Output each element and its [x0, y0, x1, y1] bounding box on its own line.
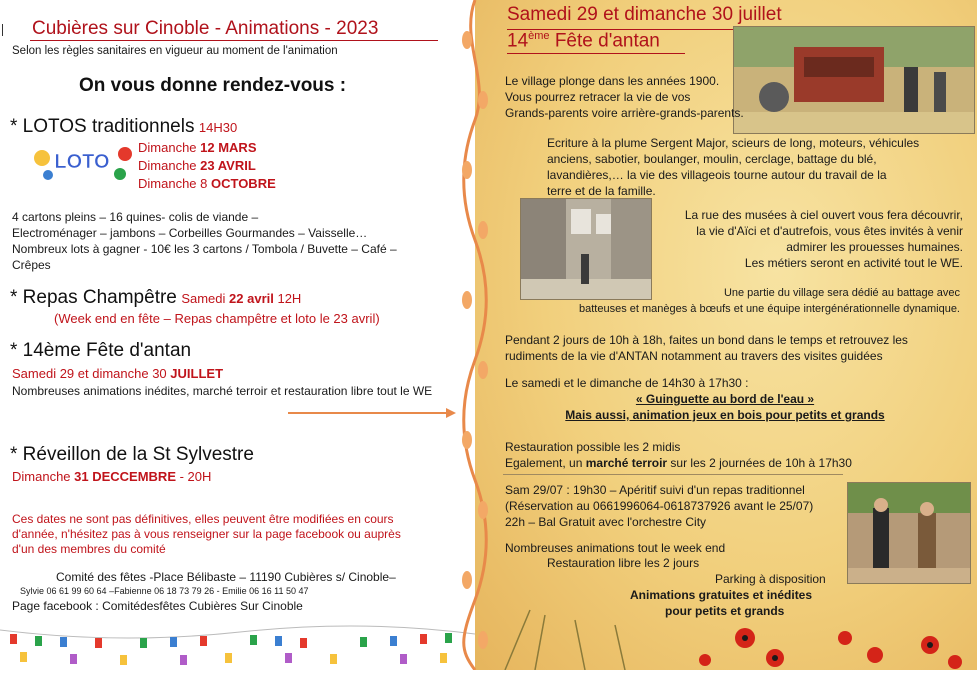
reveillon-heading: * Réveillon de la St Sylvestre — [10, 444, 254, 465]
loto-date-3-day: OCTOBRE — [210, 176, 276, 191]
ecriture-line: terre et de la famille. — [547, 184, 656, 198]
marche-prefix: Egalement, un — [505, 456, 586, 470]
lotos-desc-line: Electroménager – jambons – Corbeilles Gourmandes – Vaisselle… — [12, 226, 368, 240]
ecriture-line: anciens, sabotier, boulanger, moulin, cerclage, battage du blé, — [547, 152, 877, 166]
fete-date-prefix: Samedi 29 et dimanche 30 — [12, 366, 171, 381]
petits-grands: pour petits et grands — [665, 604, 785, 618]
lotos-desc-line: 4 cartons pleins – 16 quines- colis de viande – — [12, 210, 259, 224]
right-title-num: 14 — [507, 30, 529, 52]
repas-date — [181, 291, 301, 306]
intro-line: Grands-parents voire arrière-grands-parents. — [505, 106, 744, 120]
restauration-midis: Restauration possible les 2 midis — [505, 440, 681, 454]
rue-line: La rue des musées à ciel ouvert vous fera découvrir, — [684, 208, 963, 222]
right-title-rest: Fête d'antan — [549, 30, 660, 52]
ecriture-line: Ecriture à la plume Sergent Major, scieurs de long, moteurs, véhicules — [547, 136, 920, 150]
fete-date-bold: JUILLET — [170, 366, 224, 381]
vine-divider — [455, 0, 495, 670]
fete-heading: * 14ème Fête d'antan — [10, 340, 192, 361]
battage-line: batteuses et manèges à bœufs et une équipe intergénérationnelle dynamique. — [579, 303, 960, 315]
rue-line: Les métiers seront en activité tout le WE. — [744, 256, 963, 270]
loto-logo — [30, 140, 135, 182]
left-panel — [0, 0, 475, 670]
repas-line: Sam 29/07 : 19h30 – Apéritif suivi d'un repas traditionnel — [505, 483, 805, 497]
marche-terroir — [505, 455, 852, 471]
disclaimer-line: d'un des membres du comité — [12, 542, 166, 556]
comite-address: Comité des fêtes -Place Bélibaste – 11190 Cubières s/ Cinoble– — [56, 570, 396, 584]
reveillon-date — [12, 469, 211, 484]
contacts: Sylvie 06 61 99 60 64 –Fabienne 06 18 73 79 26 - Emilie 06 16 11 50 47 — [20, 586, 309, 596]
lotos-heading: * LOTOS traditionnels — [10, 116, 195, 137]
right-panel — [475, 0, 977, 670]
loto-date-1 — [138, 140, 257, 155]
battage-text — [520, 285, 960, 317]
right-title-underline-2 — [507, 53, 685, 54]
repas-divider — [503, 474, 843, 475]
repas-line: (Réservation au 0661996064-0618737926 avant le 25/07) — [505, 499, 814, 513]
battage-line: Une partie du village sera dédié au battage avec — [723, 287, 960, 299]
pendant-line: rudiments de la vie d'ANTAN notamment au travers des visites guidées — [505, 349, 883, 363]
lotos-desc-line: Crêpes — [12, 258, 51, 272]
repas-traditionnel — [505, 482, 813, 530]
poppy-decoration — [475, 600, 977, 670]
loto-date-3-prefix: Dimanche 8 — [138, 176, 211, 191]
loto-date-1-prefix: Dimanche — [138, 140, 201, 155]
right-title-line2 — [507, 30, 660, 52]
right-title-line1: Samedi 29 et dimanche 30 juillet — [507, 4, 782, 25]
rue-line: admirer les prouesses humaines. — [786, 240, 963, 254]
disclaimer-line: d'année, n'hésitez pas à vous renseigner sur la page facebook ou auprès — [12, 527, 401, 541]
costume-photo — [847, 482, 971, 584]
marche-bold: marché terroir — [585, 456, 668, 470]
rue-line: la vie d'Aïci et d'autrefois, vous êtes invités à venir — [696, 224, 963, 238]
intro-line: Vous pourrez retracer la vie de vos — [505, 90, 691, 104]
rue-text — [653, 207, 963, 271]
page-title: Cubières sur Cinoble - Animations - 2023 — [32, 18, 379, 39]
threshing-photo — [733, 26, 975, 134]
facebook-link[interactable]: Page facebook : Comitédesfêtes Cubières Sur Cinoble — [12, 599, 303, 613]
loto-date-2-day: 23 AVRIL — [200, 158, 256, 173]
sanitary-note: Selon les règles sanitaires en vigueur au moment de l'animation — [12, 45, 338, 57]
intro-text — [505, 73, 744, 121]
repas-date-prefix: Samedi — [181, 291, 230, 306]
fete-description: Nombreuses animations inédites, marché terroir et restauration libre tout le WE — [12, 384, 433, 398]
intro-line: Le village plonge dans les années 1900. — [505, 74, 720, 88]
loto-date-2-prefix: Dimanche — [138, 158, 201, 173]
bunting-decoration — [0, 620, 475, 670]
loto-date-3 — [138, 176, 276, 191]
disclaimer — [12, 512, 462, 557]
right-title-sup: ème — [528, 30, 550, 42]
weekend-hours: Le samedi et le dimanche de 14h30 à 17h30 : — [505, 376, 749, 390]
reveillon-date-prefix: Dimanche — [12, 469, 75, 484]
loto-logo-text: LOTO — [54, 151, 110, 173]
repas-date-suffix: 12H — [273, 291, 302, 306]
lotos-time: 14H30 — [198, 120, 238, 135]
ecriture-line: lavandières,… la vie des villageois tourne autour du travail de la — [547, 168, 887, 182]
fete-date — [12, 366, 223, 381]
repas-section-title — [10, 287, 301, 309]
repas-heading: * Repas Champêtre — [10, 287, 177, 308]
restauration-libre: Restauration libre les 2 jours — [547, 556, 700, 570]
guinguette: « Guinguette au bord de l'eau » — [635, 392, 815, 406]
reveillon-date-suffix: - 20H — [176, 469, 212, 484]
lotos-section-title — [10, 116, 237, 138]
loto-date-2 — [138, 158, 256, 173]
repas-line: 22h – Bal Gratuit avec l'orchestre City — [505, 515, 707, 529]
nombreuses-animations: Nombreuses animations tout le week end — [505, 541, 726, 555]
pendant-line: Pendant 2 jours de 10h à 18h, faites un bond dans le temps et retrouvez les — [505, 333, 908, 347]
lotos-description — [12, 209, 462, 273]
lotos-desc-line: Nombreux lots à gagner - 10€ les 3 cartons / Tombola / Buvette – Café – — [12, 242, 397, 256]
loto-date-1-day: 12 MARS — [200, 140, 257, 155]
left-margin-mark — [2, 24, 3, 36]
arrow-right-icon — [288, 406, 458, 418]
reveillon-date-bold: 31 DECCEMBRE — [74, 469, 176, 484]
jeux-bois: Mais aussi, animation jeux en bois pour petits et grands — [565, 408, 885, 422]
disclaimer-line: Ces dates ne sont pas définitives, elles peuvent être modifiées en cours — [12, 512, 394, 526]
rendezvous-heading: On vous donne rendez-vous : — [79, 75, 347, 96]
title-underline — [30, 40, 438, 41]
repas-date-bold: 22 avril — [229, 291, 274, 306]
animations-gratuites: Animations gratuites et inédites — [630, 588, 813, 602]
ecriture-text — [547, 135, 967, 199]
repas-note: (Week end en fête – Repas champêtre et loto le 23 avril) — [54, 311, 380, 326]
marche-suffix: sur les 2 journées de 10h à 17h30 — [667, 456, 852, 470]
pendant-text — [505, 332, 970, 364]
parking: Parking à disposition — [715, 572, 826, 586]
